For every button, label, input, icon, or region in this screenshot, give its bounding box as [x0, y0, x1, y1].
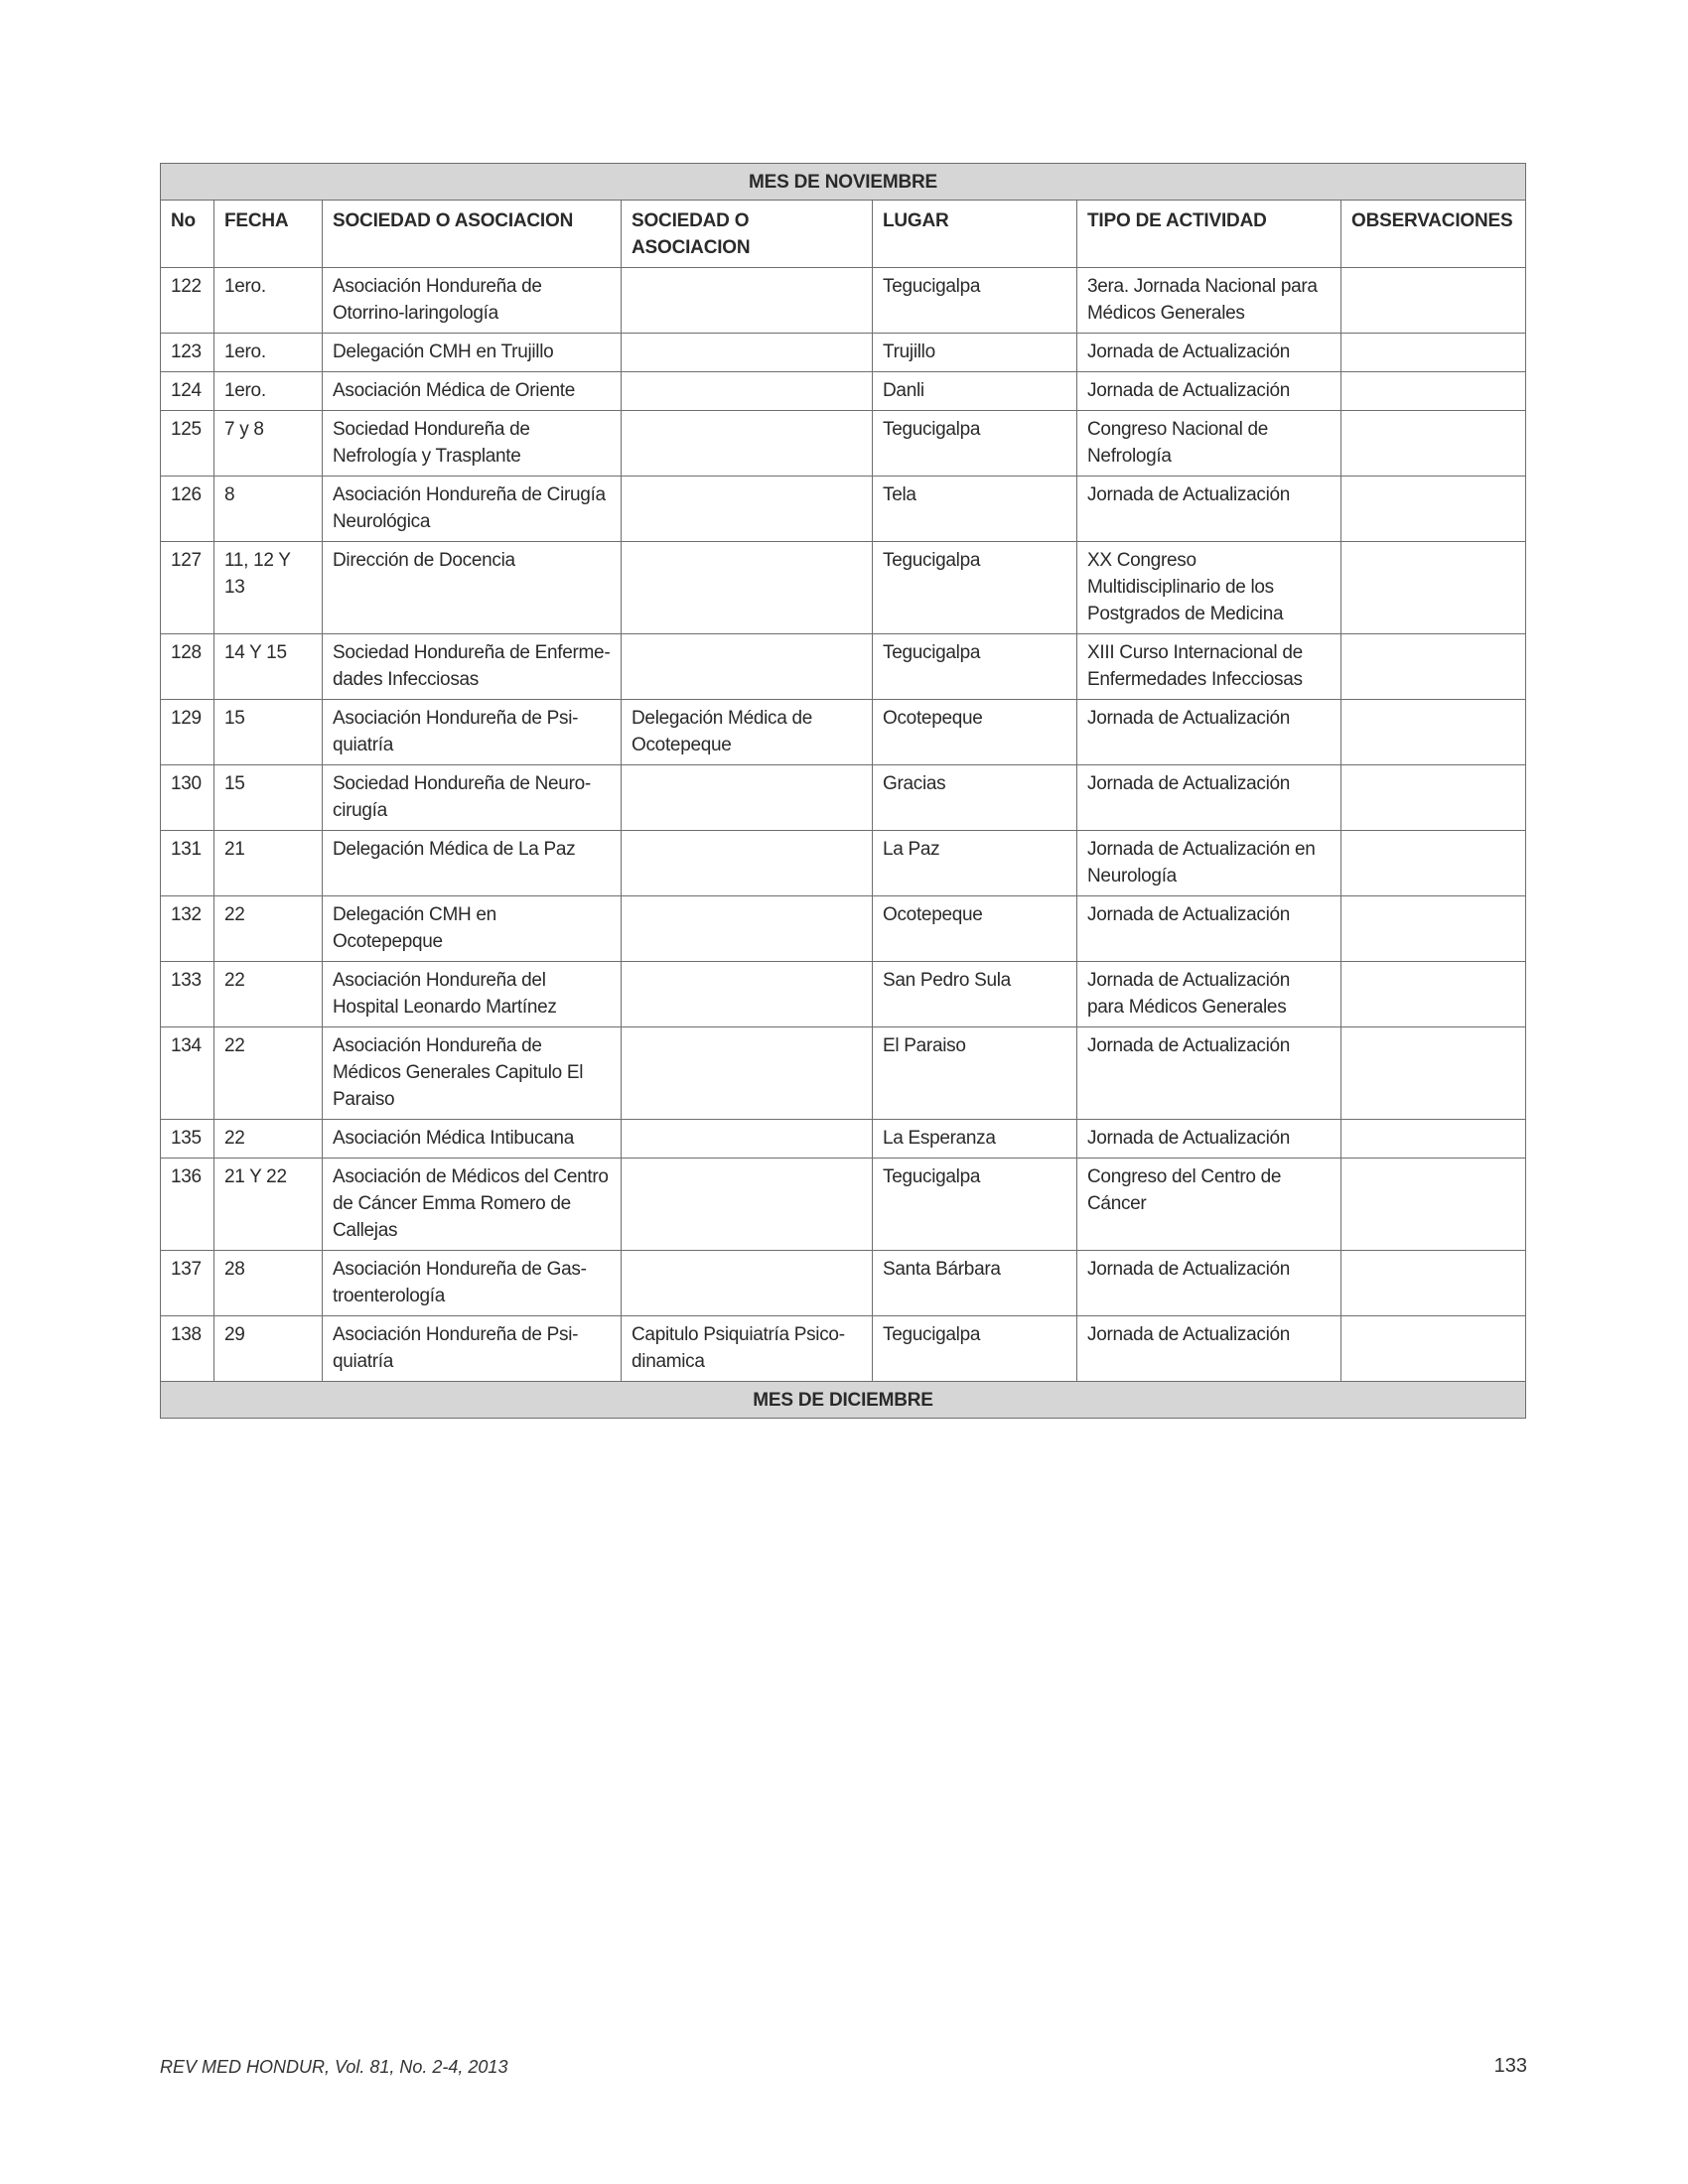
cell-observaciones: [1341, 962, 1526, 1027]
cell-tipo: Jornada de Actualización para Médicos Generales: [1077, 962, 1341, 1027]
table-row: [161, 477, 1526, 542]
cell-tipo: XIII Curso Internacional de Enfermedades Infecciosas: [1077, 634, 1341, 700]
cell-fecha: 15: [214, 765, 323, 831]
table-row: [161, 700, 1526, 765]
cell-tipo: Jornada de Actualización: [1077, 334, 1341, 372]
cell-observaciones: [1341, 700, 1526, 765]
table-row: [161, 1027, 1526, 1120]
cell-sociedad: Sociedad Hondureña de Enferme-dades Infecciosas: [323, 634, 622, 700]
cell-fecha: 8: [214, 477, 323, 542]
cell-sociedad-2: Delegación Médica de Ocotepeque: [622, 700, 873, 765]
cell-fecha: 14 Y 15: [214, 634, 323, 700]
cell-sociedad-2: [622, 1251, 873, 1316]
cell-sociedad: Asociación Hondureña de Psi-quiatría: [323, 700, 622, 765]
table-row: [161, 1251, 1526, 1316]
cell-observaciones: [1341, 1316, 1526, 1382]
cell-no: 131: [161, 831, 214, 896]
cell-no: 132: [161, 896, 214, 962]
cell-observaciones: [1341, 831, 1526, 896]
cell-observaciones: [1341, 372, 1526, 411]
column-header-sociedad-2: SOCIEDAD O ASOCIACION: [622, 201, 873, 268]
cell-lugar: Gracias: [873, 765, 1077, 831]
table-row: [161, 831, 1526, 896]
cell-fecha: 29: [214, 1316, 323, 1382]
cell-observaciones: [1341, 268, 1526, 334]
cell-lugar: El Paraiso: [873, 1027, 1077, 1120]
cell-fecha: 21 Y 22: [214, 1159, 323, 1251]
cell-tipo: XX Congreso Multidisciplinario de los Postgrados de Medicina: [1077, 542, 1341, 634]
cell-no: 136: [161, 1159, 214, 1251]
activities-table: [160, 163, 1526, 1419]
cell-sociedad: Delegación CMH en Ocotepepque: [323, 896, 622, 962]
cell-fecha: 28: [214, 1251, 323, 1316]
cell-sociedad-2: [622, 634, 873, 700]
table-row: [161, 268, 1526, 334]
cell-sociedad-2: [622, 372, 873, 411]
cell-observaciones: [1341, 634, 1526, 700]
table-row: [161, 411, 1526, 477]
cell-tipo: Congreso Nacional de Nefrología: [1077, 411, 1341, 477]
table-row: [161, 896, 1526, 962]
cell-observaciones: [1341, 411, 1526, 477]
cell-sociedad-2: [622, 1120, 873, 1159]
cell-sociedad-2: [622, 765, 873, 831]
column-header-fecha: FECHA: [214, 201, 323, 268]
cell-sociedad: Asociación Hondureña del Hospital Leonardo Martínez: [323, 962, 622, 1027]
cell-tipo: Jornada de Actualización: [1077, 1120, 1341, 1159]
cell-observaciones: [1341, 765, 1526, 831]
cell-fecha: 22: [214, 962, 323, 1027]
table-row: [161, 634, 1526, 700]
table-row: [161, 1159, 1526, 1251]
journal-citation: REV MED HONDUR, Vol. 81, No. 2-4, 2013: [160, 2057, 508, 2077]
cell-tipo: Congreso del Centro de Cáncer: [1077, 1159, 1341, 1251]
cell-sociedad-2: [622, 896, 873, 962]
cell-fecha: 7 y 8: [214, 411, 323, 477]
cell-tipo: Jornada de Actualización: [1077, 896, 1341, 962]
cell-fecha: 21: [214, 831, 323, 896]
cell-observaciones: [1341, 542, 1526, 634]
cell-fecha: 1ero.: [214, 334, 323, 372]
cell-lugar: Tela: [873, 477, 1077, 542]
cell-no: 127: [161, 542, 214, 634]
cell-no: 135: [161, 1120, 214, 1159]
cell-sociedad-2: [622, 334, 873, 372]
cell-sociedad-2: [622, 477, 873, 542]
cell-lugar: Ocotepeque: [873, 896, 1077, 962]
cell-lugar: Danli: [873, 372, 1077, 411]
next-month-title: MES DE DICIEMBRE: [161, 1382, 1526, 1419]
cell-no: 133: [161, 962, 214, 1027]
next-month-header-row: [161, 1382, 1526, 1419]
cell-observaciones: [1341, 1159, 1526, 1251]
cell-no: 137: [161, 1251, 214, 1316]
cell-lugar: Tegucigalpa: [873, 1316, 1077, 1382]
column-header-tipo: TIPO DE ACTIVIDAD: [1077, 201, 1341, 268]
cell-no: 130: [161, 765, 214, 831]
cell-fecha: 22: [214, 1027, 323, 1120]
cell-no: 129: [161, 700, 214, 765]
cell-tipo: Jornada de Actualización: [1077, 765, 1341, 831]
month-title: MES DE NOVIEMBRE: [161, 164, 1526, 201]
cell-fecha: 1ero.: [214, 268, 323, 334]
cell-no: 126: [161, 477, 214, 542]
cell-lugar: Tegucigalpa: [873, 542, 1077, 634]
cell-no: 122: [161, 268, 214, 334]
cell-sociedad: Dirección de Docencia: [323, 542, 622, 634]
table-row: [161, 542, 1526, 634]
cell-sociedad: Delegación Médica de La Paz: [323, 831, 622, 896]
cell-no: 124: [161, 372, 214, 411]
cell-sociedad-2: [622, 268, 873, 334]
cell-sociedad: Asociación de Médicos del Centro de Cáncer Emma Romero de Callejas: [323, 1159, 622, 1251]
cell-lugar: La Esperanza: [873, 1120, 1077, 1159]
cell-sociedad-2: [622, 962, 873, 1027]
cell-no: 125: [161, 411, 214, 477]
cell-lugar: San Pedro Sula: [873, 962, 1077, 1027]
cell-tipo: Jornada de Actualización: [1077, 372, 1341, 411]
column-header-observaciones: OBSERVACIONES: [1341, 201, 1526, 268]
cell-sociedad-2: [622, 542, 873, 634]
cell-tipo: Jornada de Actualización: [1077, 700, 1341, 765]
cell-fecha: 11, 12 Y 13: [214, 542, 323, 634]
column-header-sociedad: SOCIEDAD O ASOCIACION: [323, 201, 622, 268]
cell-sociedad: Delegación CMH en Trujillo: [323, 334, 622, 372]
cell-sociedad: Asociación Hondureña de Psi-quiatría: [323, 1316, 622, 1382]
cell-observaciones: [1341, 477, 1526, 542]
cell-no: 128: [161, 634, 214, 700]
cell-sociedad-2: [622, 1027, 873, 1120]
cell-observaciones: [1341, 1120, 1526, 1159]
table-row: [161, 372, 1526, 411]
cell-no: 138: [161, 1316, 214, 1382]
cell-lugar: Trujillo: [873, 334, 1077, 372]
cell-fecha: 22: [214, 896, 323, 962]
cell-sociedad: Asociación Hondureña de Otorrino-laringología: [323, 268, 622, 334]
table-row: [161, 962, 1526, 1027]
cell-lugar: Tegucigalpa: [873, 634, 1077, 700]
cell-tipo: Jornada de Actualización: [1077, 1316, 1341, 1382]
cell-sociedad: Asociación Hondureña de Gas-troenterología: [323, 1251, 622, 1316]
cell-fecha: 1ero.: [214, 372, 323, 411]
cell-tipo: Jornada de Actualización: [1077, 477, 1341, 542]
cell-fecha: 15: [214, 700, 323, 765]
page-number: 133: [1493, 2055, 1527, 2077]
cell-sociedad-2: Capitulo Psiquiatría Psico-dinamica: [622, 1316, 873, 1382]
cell-sociedad: Asociación Médica de Oriente: [323, 372, 622, 411]
table-row: [161, 765, 1526, 831]
table-row: [161, 334, 1526, 372]
cell-observaciones: [1341, 896, 1526, 962]
cell-sociedad-2: [622, 411, 873, 477]
cell-sociedad: Asociación Hondureña de Cirugía Neurológica: [323, 477, 622, 542]
cell-sociedad-2: [622, 1159, 873, 1251]
cell-lugar: Tegucigalpa: [873, 268, 1077, 334]
cell-tipo: Jornada de Actualización: [1077, 1027, 1341, 1120]
cell-observaciones: [1341, 1251, 1526, 1316]
cell-observaciones: [1341, 1027, 1526, 1120]
cell-tipo: Jornada de Actualización: [1077, 1251, 1341, 1316]
month-header-row: [161, 164, 1526, 201]
cell-sociedad: Asociación Médica Intibucana: [323, 1120, 622, 1159]
cell-lugar: Tegucigalpa: [873, 1159, 1077, 1251]
cell-lugar: Ocotepeque: [873, 700, 1077, 765]
cell-no: 134: [161, 1027, 214, 1120]
cell-sociedad-2: [622, 831, 873, 896]
cell-lugar: Tegucigalpa: [873, 411, 1077, 477]
cell-tipo: Jornada de Actualización en Neurología: [1077, 831, 1341, 896]
column-header-lugar: LUGAR: [873, 201, 1077, 268]
cell-fecha: 22: [214, 1120, 323, 1159]
table-row: [161, 1316, 1526, 1382]
cell-sociedad: Asociación Hondureña de Médicos Generales Capitulo El Paraiso: [323, 1027, 622, 1120]
cell-lugar: Santa Bárbara: [873, 1251, 1077, 1316]
activities-table-container: [160, 163, 1525, 1419]
cell-observaciones: [1341, 334, 1526, 372]
column-header-row: [161, 201, 1526, 268]
cell-sociedad: Sociedad Hondureña de Neuro-cirugía: [323, 765, 622, 831]
table-row: [161, 1120, 1526, 1159]
column-header-no: No: [161, 201, 214, 268]
cell-sociedad: Sociedad Hondureña de Nefrología y Trasplante: [323, 411, 622, 477]
cell-lugar: La Paz: [873, 831, 1077, 896]
cell-no: 123: [161, 334, 214, 372]
cell-tipo: 3era. Jornada Nacional para Médicos Generales: [1077, 268, 1341, 334]
